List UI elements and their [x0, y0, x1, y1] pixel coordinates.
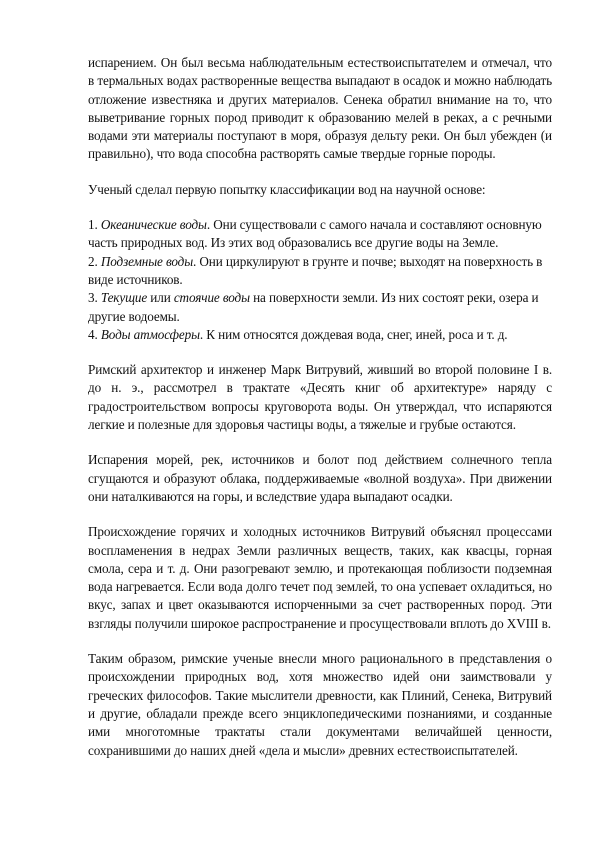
list-connector: или: [147, 290, 174, 306]
list-text: . Они существовали с самого начала и составляют основную часть природных вод. Из этих вод образовались все другие воды на Земле.: [88, 217, 542, 251]
list-term: Подземные воды: [100, 253, 194, 269]
list-term: Текущие: [100, 290, 148, 306]
list-term: Океанические воды: [100, 217, 207, 233]
list-number: 1.: [88, 217, 101, 233]
list-number: 2.: [88, 253, 101, 269]
paragraph-seneca: испарением. Он был весьма наблюдательным естествоиспытателем и отмечал, что в термальных водах растворенные вещества выпадают в осадок и можно наблюдать отложение известняка и других материалов. Сенека обратил внимание на то, что выветривание горных пород приводит к образованию мелей в реках, а с речными водами эти материалы поступают в моря, образуя дельту реки. Он был убежден (и правильно), что вода способна растворять самые твердые горные породы.: [88, 55, 552, 162]
paragraph-springs: Происхождение горячих и холодных источников Витрувий объяснял процессами воспламенения в недрах Земли различных веществ, таких, как квасцы, горная смола, сера и т. д. Они разогревают землю, и протекающая поблизости подземная вода нагревается. Если вода долго течет под землей, то она успевает охладиться, но вкус, запах и цвет оказываются испорченными за счет растворенных пород. Эти взгляды получили широкое распространение и просуществовали вплоть до XVIII в.: [88, 524, 552, 631]
list-item: [88, 253, 552, 290]
paragraph-classification-intro: Ученый сделал первую попытку классификации вод на научной основе:: [88, 181, 486, 197]
list-item: [88, 326, 552, 344]
paragraph-vitruvius: Римский архитектор и инженер Марк Витрувий, живший во второй половине I в. до н. э., рассмотрел в трактате «Десять книг об архитектуре» наряду с градостроительством вопросы круговорота воды. Он утверждал, что испаряются легкие и полезные для здоровья частицы воды, а тяжелые и грубые остаются.: [88, 362, 552, 433]
document-page: [88, 54, 552, 777]
list-text: . К ним относятся дождевая вода, снег, иней, роса и т. д.: [199, 326, 508, 342]
list-text: . Они циркулируют в грунте и почве; выходят на поверхность в виде источников.: [88, 253, 543, 287]
list-item: [88, 289, 552, 326]
paragraph-conclusion: Таким образом, римские ученые внесли много рационального в представления о происхождении природных вод, хотя множество идей они заимствовали у греческих философов. Такие мыслители древности, как Плиний, Сенека, Витрувий и другие, обладали прежде всего энциклопедическими познаниями, и созданные ими многотомные трактаты стали документами величайшей ценности, сохранившими до наших дней «дела и мысли» древних естествоиспытателей.: [88, 651, 552, 758]
list-term-secondary: стоячие воды: [173, 290, 250, 306]
list-number: 3.: [88, 290, 101, 306]
list-number: 4.: [88, 326, 101, 342]
paragraph-evaporation: Испарения морей, рек, источников и болот под действием солнечного тепла сгущаются и образуют облака, поддерживаемые «волной воздуха». При движении они наталкиваются на горы, и вследствие удара выпадают осадки.: [88, 452, 552, 504]
list-item: [88, 216, 552, 253]
list-text: на поверхности земли. Из них состоят реки, озера и другие водоемы.: [88, 290, 539, 324]
water-classification-list: [88, 216, 552, 344]
list-term: Воды атмосферы: [100, 326, 200, 342]
